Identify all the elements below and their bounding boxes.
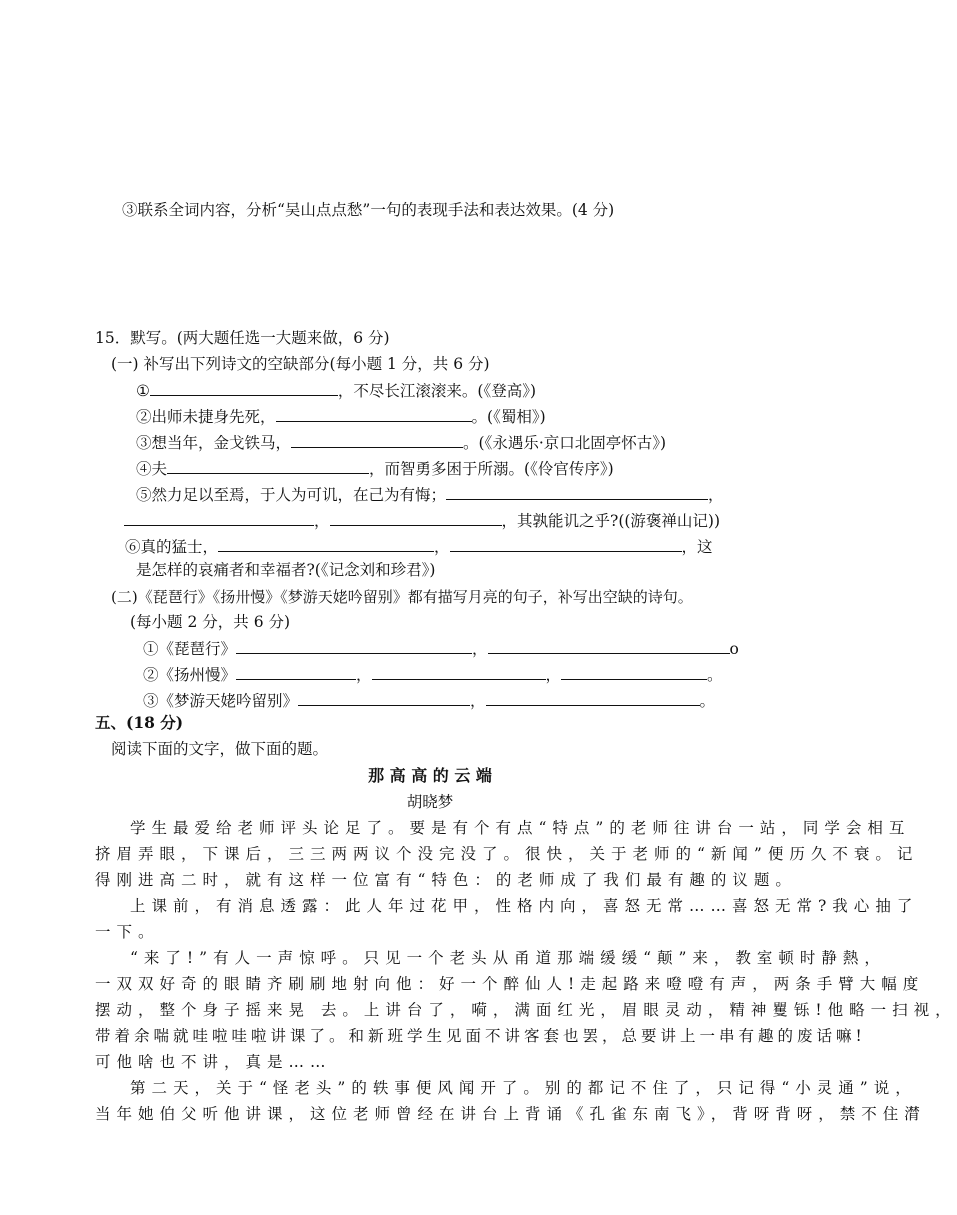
item-text: ， (708, 486, 724, 504)
item-text: ③《梦游天姥吟留别》 (143, 692, 299, 710)
article-line: 当年她伯父听他讲课，这位老师曾经在讲台上背诵《孔雀东南飞》，背呀背呀，禁不住潸 (95, 1105, 926, 1123)
fill-item-5 (136, 484, 724, 505)
item-text: ，其孰能讥之乎?((游褒禅山记)) (501, 512, 721, 530)
fill-item-6 (125, 536, 713, 557)
item-text: ， (545, 666, 562, 684)
article-line: “来了!”有人一声惊呼。只见一个老头从甬道那端缓缓“颠”来，教室顿时静熱， (130, 949, 886, 967)
fill-item-3 (136, 432, 666, 453)
item-text: ， (470, 692, 486, 710)
item-text: ⑤然力足以至焉，于人为可讥，在己为有悔； (136, 486, 447, 504)
article-line: 第二天，关于“怪老头”的轶事便风闻开了。别的都记不住了，只记得“小灵通”说， (130, 1079, 917, 1097)
item-text: ， (472, 640, 488, 658)
article-line: 上课前，有消息透露：此人年过花甲，性格内向，喜怒无常……喜怒无常?我心抽了 (130, 897, 919, 915)
part-1-title: (一) 补写出下列诗文的空缺部分(每小题 1 分，共 6 分) (111, 355, 490, 373)
answer-blank[interactable] (150, 380, 338, 396)
item-text: o (729, 640, 739, 658)
item-text: ③想当年，金戈铁马， (136, 434, 292, 452)
item-text: ， (434, 538, 450, 556)
section-5-title: 五、(18 分) (95, 713, 184, 732)
item-text: ②《扬州慢》 (143, 666, 237, 684)
answer-blank[interactable] (236, 664, 356, 680)
article-line: 带着余喘就哇啦哇啦讲课了。和新班学生见面不讲客套也罢，总要讲上一串有趣的废话嘛! (95, 1027, 866, 1045)
item-text: 。(《蜀相》) (471, 408, 546, 426)
item-text: 。 (699, 692, 716, 710)
answer-blank[interactable] (276, 406, 472, 422)
article-line: 一下。 (95, 923, 160, 941)
article-title: 那 高 高 的 云 端 (368, 766, 492, 785)
part-2-note: (每小题 2 分，共 6 分) (130, 613, 291, 631)
part-2-item-3 (143, 690, 715, 711)
item-text: ， (356, 666, 372, 684)
item-text: ，这 (681, 538, 713, 556)
article-author: 胡晓梦 (406, 793, 454, 811)
fill-item-6-line-2: 是怎样的哀痛者和幸福者?(《记念刘和珍君》) (136, 561, 436, 579)
fill-item-5-line-2 (124, 510, 720, 531)
item-text: ，而智勇多困于所溺。(《伶官传序》) (369, 460, 614, 478)
fill-item-4 (136, 458, 614, 479)
fill-item-1 (136, 380, 536, 401)
answer-blank[interactable] (298, 690, 470, 706)
item-text: ④夫 (136, 460, 168, 478)
fill-item-2 (136, 406, 546, 427)
item-text: ⑥真的猛士， (125, 538, 219, 556)
item-text: 。(《永遇乐·京口北固亭怀古》) (463, 434, 667, 452)
item-text: ，不尽长江滚滚来。(《登高》) (337, 382, 537, 400)
answer-blank[interactable] (561, 664, 707, 680)
item-number: ① (136, 382, 150, 400)
item-text: ②出师未捷身先死， (136, 408, 276, 426)
article-line: 学生最爱给老师评头论足了。要是有个有点“特点”的老师往讲台一站，同学会相互 (130, 819, 911, 837)
article-line: 得刚进高二时，就有这样一位富有“特色：的老师成了我们最有趣的议题。 (95, 871, 797, 889)
answer-blank[interactable] (330, 510, 502, 526)
answer-blank[interactable] (372, 664, 546, 680)
answer-blank[interactable] (488, 638, 730, 654)
item-text: 。 (707, 666, 723, 684)
question-14-3: ③联系全词内容，分析“吴山点点愁”一句的表现手法和表达效果。(4 分) (122, 201, 615, 219)
article-line: 挤眉弄眼，下课后，三三两两议个没完没了。很快，关于老师的“新闻”便历久不衰。记 (95, 845, 919, 863)
question-15-title: 15．默写。(两大题任选一大题来做，6 分) (95, 329, 390, 347)
answer-blank[interactable] (486, 690, 700, 706)
part-2-item-2 (143, 664, 723, 685)
answer-blank[interactable] (446, 484, 708, 500)
part-2-title: (二)《琵琶行》《扬卅慢》《梦游天姥吟留别》都有描写月亮的句子，补写出空缺的诗句。 (111, 588, 693, 606)
section-5-instruction: 阅读下面的文字，做下面的题。 (111, 740, 329, 758)
answer-blank[interactable] (291, 432, 463, 448)
answer-blank[interactable] (236, 638, 472, 654)
item-text: ①《琵琶行》 (143, 640, 237, 658)
article-line: 可他啥也不讲，真是…… (95, 1053, 332, 1071)
article-line: 摆动，整个身子摇来晃 去。上讲台了，嗬，满面红光，眉眼灵动，精神矍铄!他略一扫视， (95, 1001, 957, 1019)
item-text: ， (314, 512, 330, 530)
article-line: 一双双好奇的眼睛齐刷刷地射向他：好一个醉仙人!走起路来噔噔有声，两条手臂大幅度 (95, 975, 925, 993)
part-2-item-1 (143, 638, 739, 659)
answer-blank[interactable] (450, 536, 682, 552)
answer-blank[interactable] (167, 458, 369, 474)
answer-blank[interactable] (124, 510, 314, 526)
answer-blank[interactable] (218, 536, 434, 552)
